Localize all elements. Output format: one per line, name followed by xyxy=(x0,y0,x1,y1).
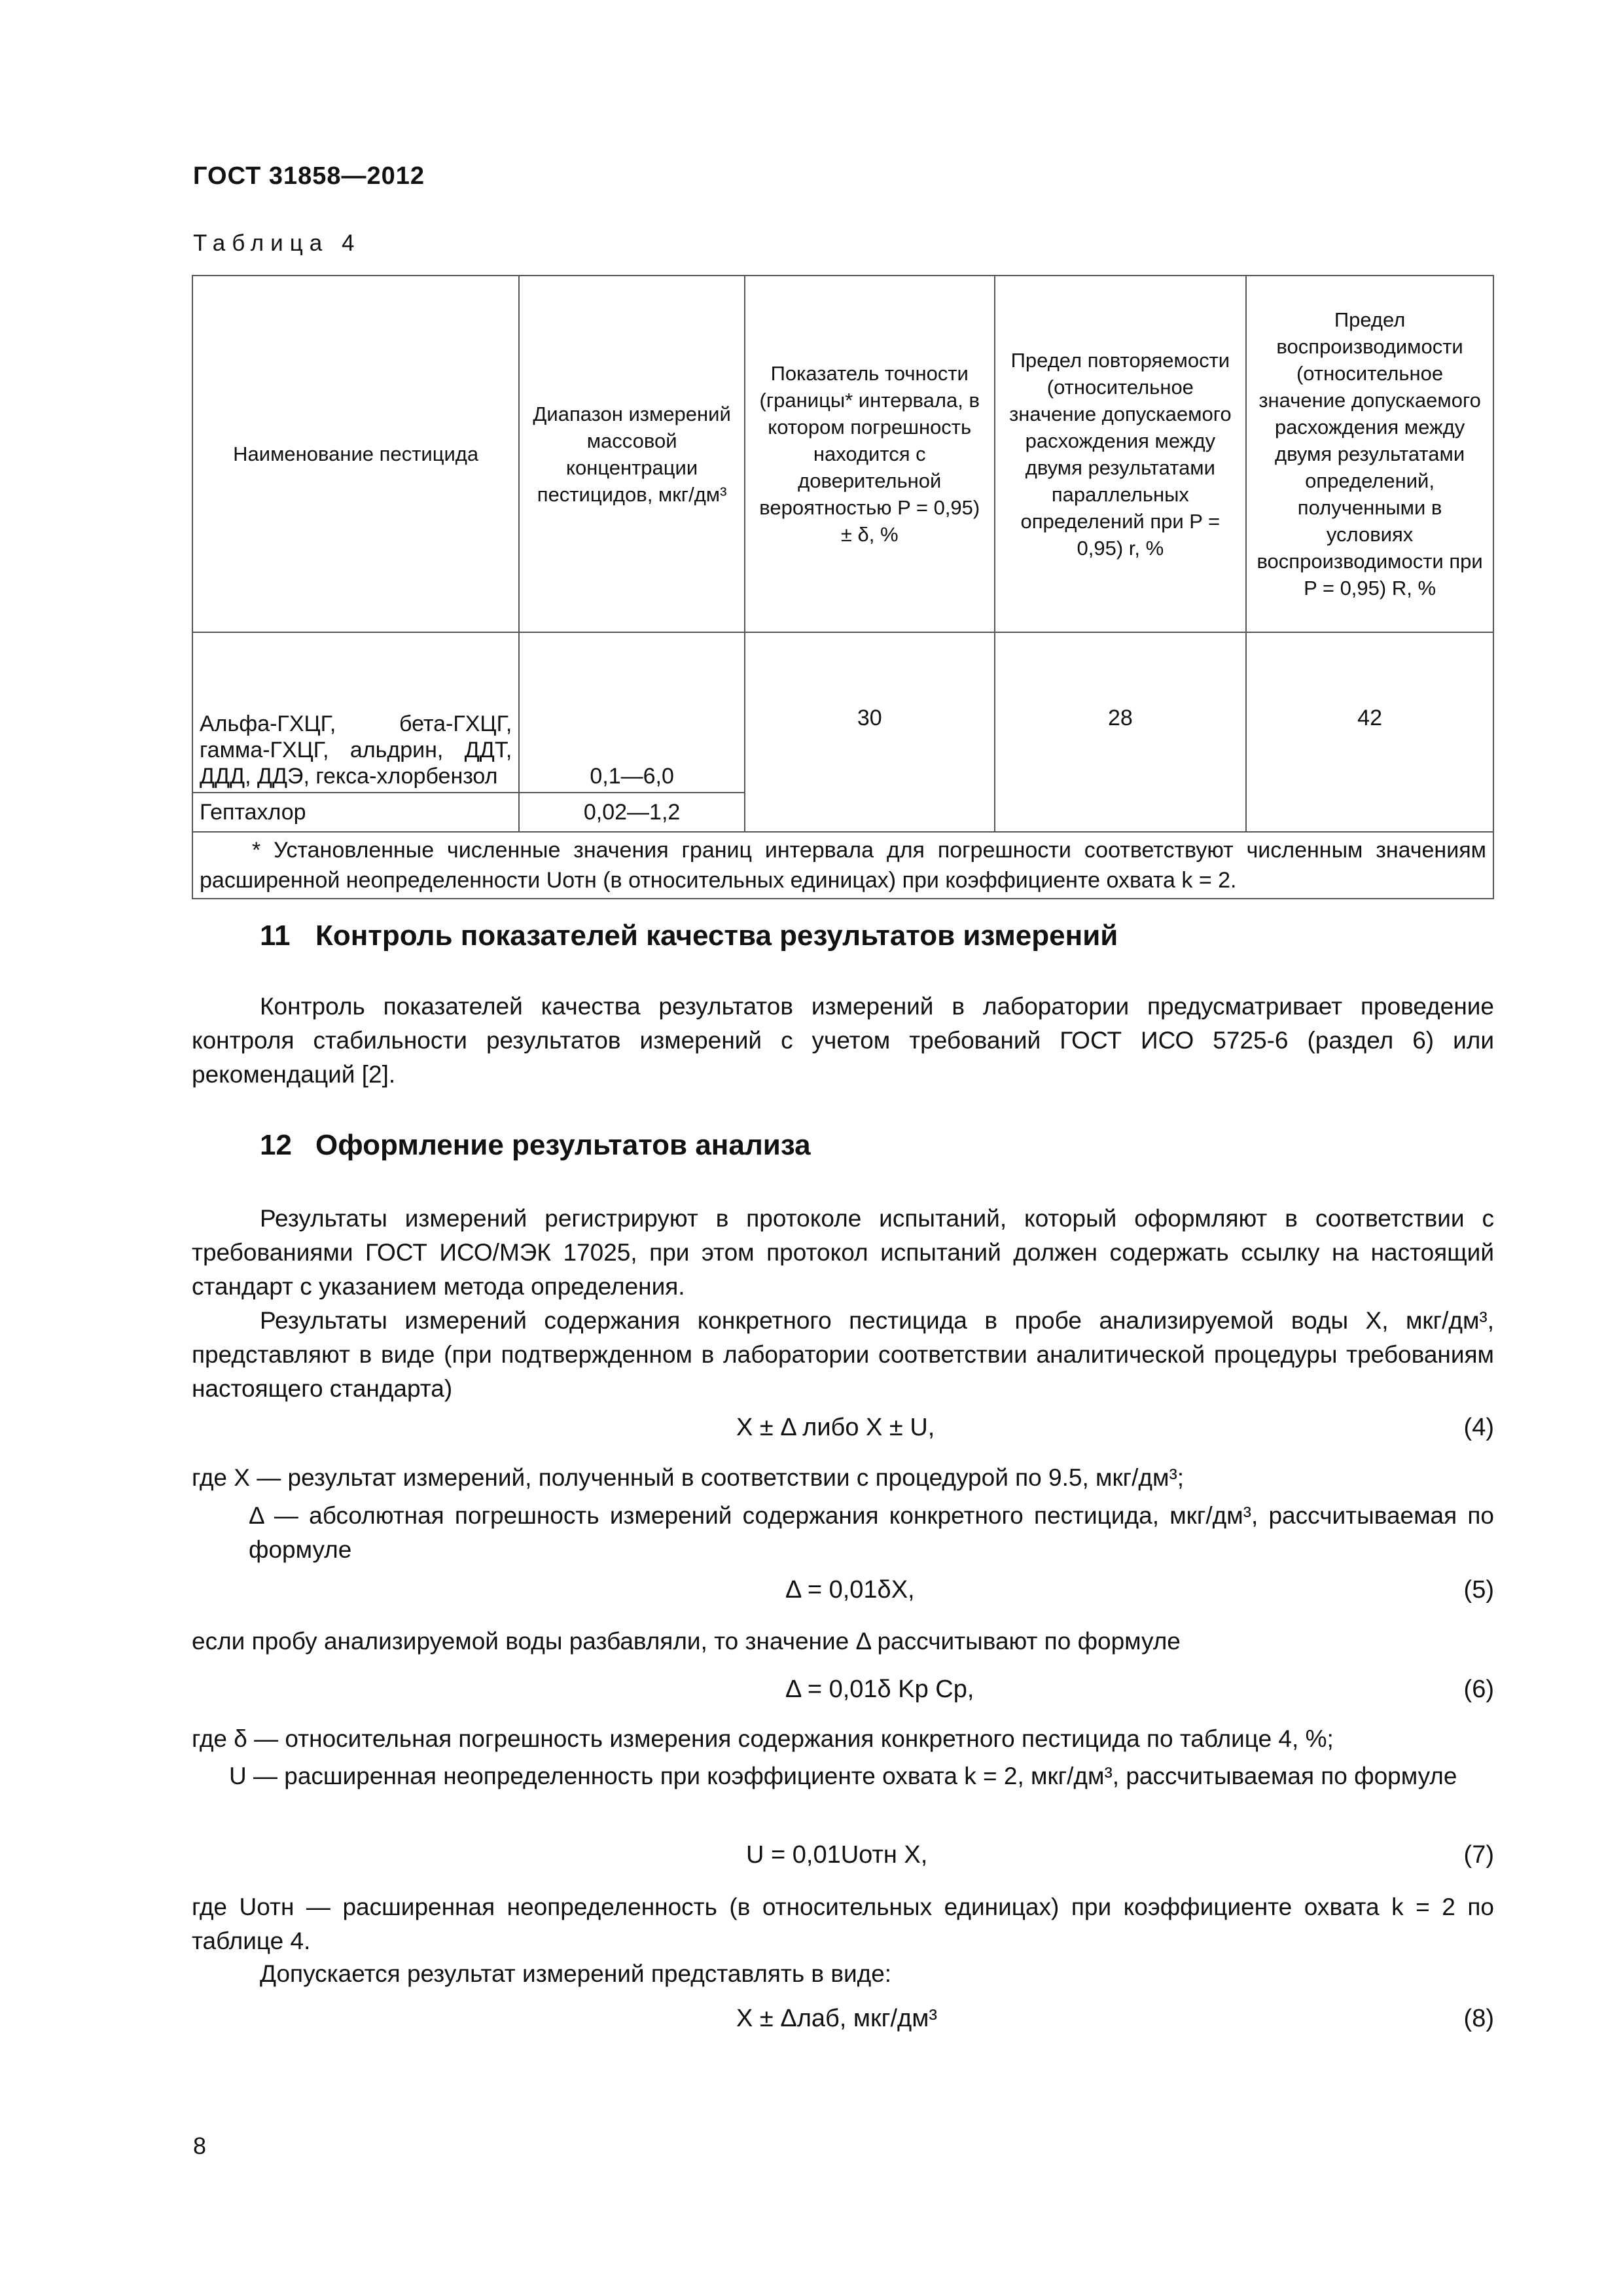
equation-8-number: (8) xyxy=(1463,2005,1494,2032)
table-footnote: * Установленные численные значения границ интервала для погрешности соответствуют численным значениям расширенной неопределенности Uотн (в относительных единицах) при коэффициенте охвата k = 2. xyxy=(192,832,1493,899)
allowed-text: Допускается результат измерений представлять в виде: xyxy=(260,1960,892,1987)
equation-8: X ± Δлаб, мкг/дм³ xyxy=(736,2005,938,2032)
table-cell-range: 0,1—6,0 xyxy=(519,632,745,793)
where-delta-rel: где δ — относительная погрешность измерения содержания конкретного пестицида по таблице 4, %; xyxy=(192,1725,1334,1752)
equation-6-number: (6) xyxy=(1463,1676,1494,1703)
where-x: где X — результат измерений, полученный в соответствии с процедурой по 9.5, мкг/дм³; xyxy=(192,1464,1185,1491)
equation-7-number: (7) xyxy=(1463,1841,1494,1869)
equation-7: U = 0,01Uотн X, xyxy=(746,1841,928,1869)
table-cell-pesticide-name: Альфа-ГХЦГ, бета-ГХЦГ, гамма-ГХЦГ, альдрин, ДДТ, ДДД, ДДЭ, гекса-хлорбензол xyxy=(192,632,519,793)
section-11-heading: 11 Контроль показателей качества результатов измерений xyxy=(260,920,1118,952)
equation-5: Δ = 0,01δX, xyxy=(785,1576,915,1604)
table-caption: Таблица 4 xyxy=(193,230,361,256)
page-number: 8 xyxy=(193,2132,207,2159)
document-header: ГОСТ 31858—2012 xyxy=(193,162,425,190)
dilution-text: если пробу анализируемой воды разбавляли, то значение Δ рассчитывают по формуле xyxy=(192,1628,1181,1655)
where-u-rel: где Uотн — расширенная неопределенность (в относительных единицах) при коэффициенте охвата k = 2 по таблице 4. xyxy=(192,1893,1494,1954)
where-u: U — расширенная неопределенность при коэффициенте охвата k = 2, мкг/дм³, рассчитываемая по формуле xyxy=(229,1763,1457,1789)
table-cell-pesticide-name: Гептахлор xyxy=(192,793,519,832)
col-header-range: Диапазон измерений массовой концентрации пестицидов, мкг/дм³ xyxy=(519,276,745,632)
section-11-paragraph: Контроль показателей качества результатов измерений в лаборатории предусматривает проведение контроля стабильности результатов измерений с учетом требований ГОСТ ИСО 5725-6 (раздел 6) или рекомендаций [2]. xyxy=(192,993,1494,1088)
table-cell-range: 0,02—1,2 xyxy=(519,793,745,832)
equation-4: X ± Δ либо X ± U, xyxy=(736,1414,935,1441)
section-12-heading: 12 Оформление результатов анализа xyxy=(260,1129,811,1161)
table-4 xyxy=(192,275,1494,899)
equation-4-number: (4) xyxy=(1463,1414,1494,1441)
equation-5-number: (5) xyxy=(1463,1576,1494,1604)
section-12-paragraph-2: Результаты измерений содержания конкретного пестицида в пробе анализируемой воды X, мкг/дм³, представляют в виде (при подтвержденном в лаборатории соответствии аналитической процедуры требованиям настоящего стандарта) xyxy=(192,1307,1494,1402)
section-12-paragraph-1: Результаты измерений регистрируют в протоколе испытаний, который оформляют в соответствии с требованиями ГОСТ ИСО/МЭК 17025, при этом протокол испытаний должен содержать ссылку на настоящий стандарт с указанием метода определения. xyxy=(192,1205,1494,1300)
col-header-repeatability: Предел повторяемости (относительное значение допускаемого расхождения между двумя результатами параллельных определений при P = 0,95) r, % xyxy=(995,276,1247,632)
col-header-name: Наименование пестицида xyxy=(192,276,519,632)
table-cell-reproducibility: 42 xyxy=(1246,632,1493,832)
col-header-reproducibility: Предел воспроизводимости (относительное значение допускаемого расхождения между двумя результатами определений, полученными в условиях воспроизводимости при P = 0,95) R, % xyxy=(1246,276,1493,632)
col-header-accuracy: Показатель точности (границы* интервала, в котором погрешность находится с доверительной вероятностью P = 0,95) ± δ, % xyxy=(745,276,995,632)
table-cell-repeatability: 28 xyxy=(995,632,1247,832)
where-delta: Δ — абсолютная погрешность измерений содержания конкретного пестицида, мкг/дм³, рассчитываемая по формуле xyxy=(249,1502,1494,1563)
equation-6: Δ = 0,01δ Kp Cp, xyxy=(785,1676,974,1703)
table-cell-accuracy: 30 xyxy=(745,632,995,832)
